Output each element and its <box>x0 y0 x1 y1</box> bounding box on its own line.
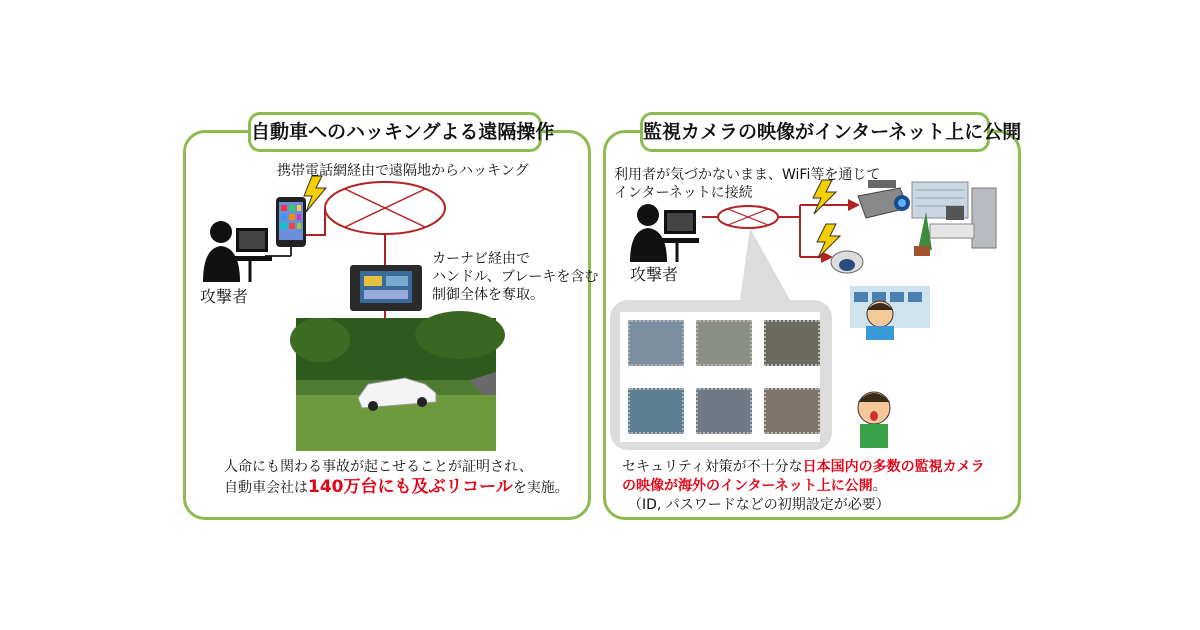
left-result-line2 <box>224 478 569 497</box>
left-result-post: を実施。 <box>512 480 569 496</box>
right-result-pre: セキュリティ対策が不十分な <box>622 459 803 475</box>
wifi-route-label-line1: 利用者が気づかないまま、WiFi等を通じて <box>614 167 881 183</box>
recall-highlight: 140万台にも及ぶリコール <box>308 477 513 497</box>
attacker-label-left: 攻撃者 <box>200 287 249 306</box>
camera-thumbnail <box>696 388 752 434</box>
right-result-line2 <box>622 477 887 495</box>
left-result-pre: 自動車会社は <box>224 480 308 496</box>
camera-thumbnail <box>764 320 820 366</box>
car-navi-label-line1: カーナビ経由で <box>432 251 530 267</box>
left-result-line1: 人命にも関わる事故が起こせることが証明され、 <box>224 459 533 475</box>
right-panel-title: 監視カメラの映像がインターネット上に公開 <box>640 112 990 152</box>
car-navi-label-line3: 制御全体を奪取。 <box>432 287 544 303</box>
hacking-route-label: 携帯電話網経由で遠隔地からハッキング <box>277 163 529 179</box>
camera-highlight-1: 日本国内の多数の監視カメラ <box>802 459 985 475</box>
wifi-route-label-line2: インターネットに接続 <box>614 185 753 201</box>
right-result-line3: （ID, パスワードなどの初期設定が必要） <box>628 497 890 513</box>
camera-thumbnail <box>628 388 684 434</box>
right-result-line1 <box>622 458 985 476</box>
camera-thumbnail <box>764 388 820 434</box>
camera-thumbnail <box>696 320 752 366</box>
left-panel-title: 自動車へのハッキングよる遠隔操作 <box>248 112 542 152</box>
right-result-post: 。 <box>872 478 887 494</box>
car-navi-label-line2: ハンドル、ブレーキを含む <box>432 269 599 285</box>
camera-highlight-2: の映像が海外のインターネット上に公開 <box>622 478 873 494</box>
camera-thumbnail <box>628 320 684 366</box>
attacker-label-right: 攻撃者 <box>630 265 679 284</box>
